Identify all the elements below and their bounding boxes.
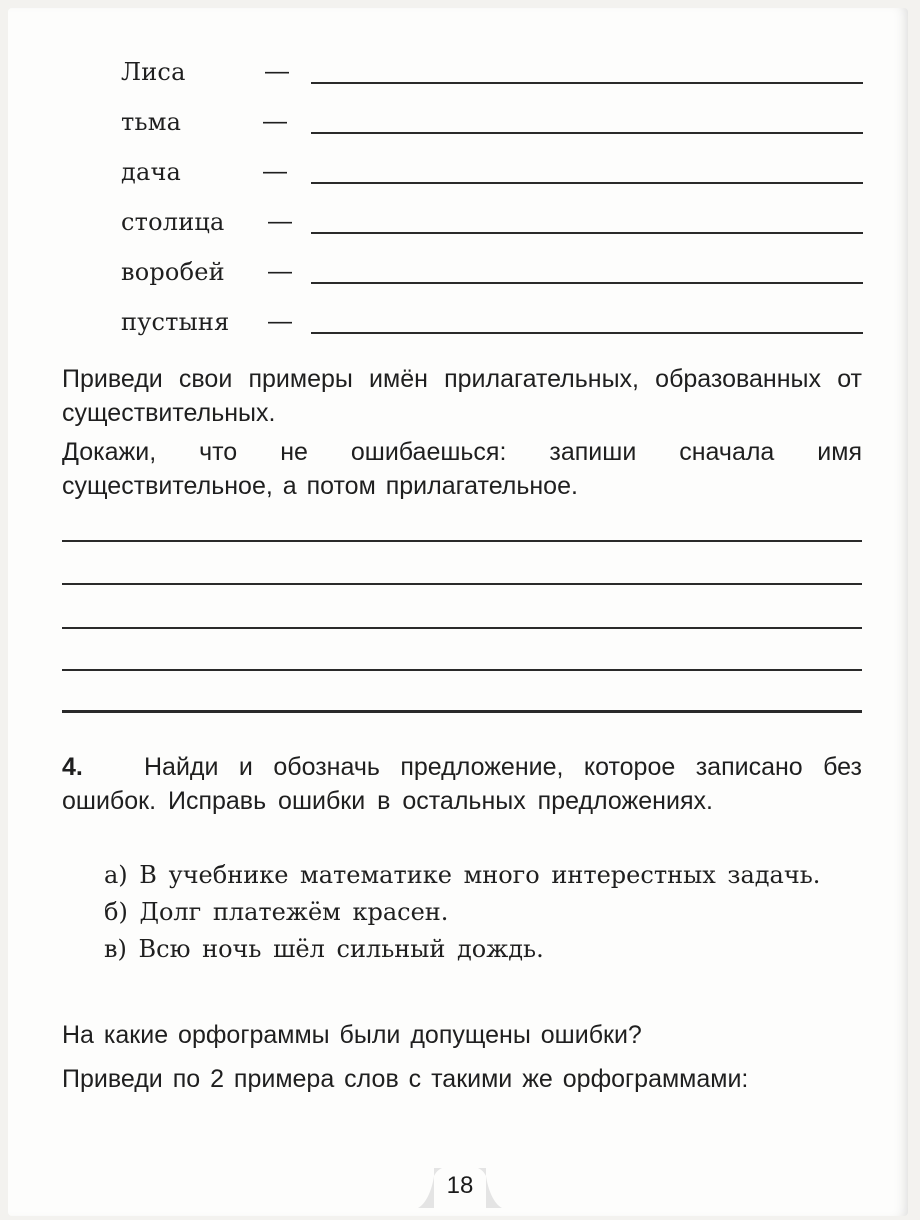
word-label: столица xyxy=(121,208,225,236)
sentence-c: в) Всю ночь шёл сильный дождь. xyxy=(104,935,544,963)
answer-line[interactable] xyxy=(311,232,863,234)
instruction-examples: Приведи свои примеры имён прилагательных, образованных от существительных. xyxy=(62,365,862,427)
dash: — xyxy=(268,308,292,335)
answer-line[interactable] xyxy=(311,182,863,184)
task-number: 4. xyxy=(62,753,83,781)
writing-line[interactable] xyxy=(62,627,862,629)
word-label: пустыня xyxy=(121,308,230,336)
sentence-a: а) В учебнике математике много интерестных задачь. xyxy=(104,861,821,889)
word-row xyxy=(113,252,863,292)
sentence-list xyxy=(104,858,862,969)
dash: — xyxy=(265,58,289,85)
dash: — xyxy=(268,258,292,285)
dash: — xyxy=(263,108,287,135)
writing-line[interactable] xyxy=(62,583,862,585)
answer-line[interactable] xyxy=(311,132,863,134)
word-label: воробей xyxy=(121,258,225,286)
page-number: 18 xyxy=(446,1172,474,1199)
word-row xyxy=(113,302,863,342)
task-text: Найди и обозначь предложение, которое записано без ошибок. Исправь ошибки в остальных предложениях. xyxy=(62,753,862,815)
question-orthograms: На какие орфограммы были допущены ошибки? xyxy=(62,1021,642,1049)
word-row xyxy=(113,102,863,142)
examples-request: Приведи по 2 примера слов с такими же орфограммами: xyxy=(62,1065,749,1093)
word-row xyxy=(113,202,863,242)
task-4 xyxy=(62,750,862,818)
word-label: Лиса xyxy=(121,58,186,86)
answer-line[interactable] xyxy=(311,282,863,284)
dash: — xyxy=(263,158,287,185)
word-label: дача xyxy=(121,158,182,186)
sentence-b: б) Долг платежём красен. xyxy=(104,898,449,926)
dash: — xyxy=(268,208,292,235)
writing-line[interactable] xyxy=(62,540,862,542)
word-row xyxy=(113,152,863,192)
writing-line[interactable] xyxy=(62,669,862,671)
word-row xyxy=(113,52,863,92)
answer-line[interactable] xyxy=(311,332,863,334)
answer-line[interactable] xyxy=(311,82,863,84)
instruction-prove: Докажи, что не ошибаешься: запиши сначала имя существительное, а потом прилагательное. xyxy=(62,438,862,500)
word-label: тьма xyxy=(121,108,182,136)
section-divider xyxy=(62,710,862,713)
